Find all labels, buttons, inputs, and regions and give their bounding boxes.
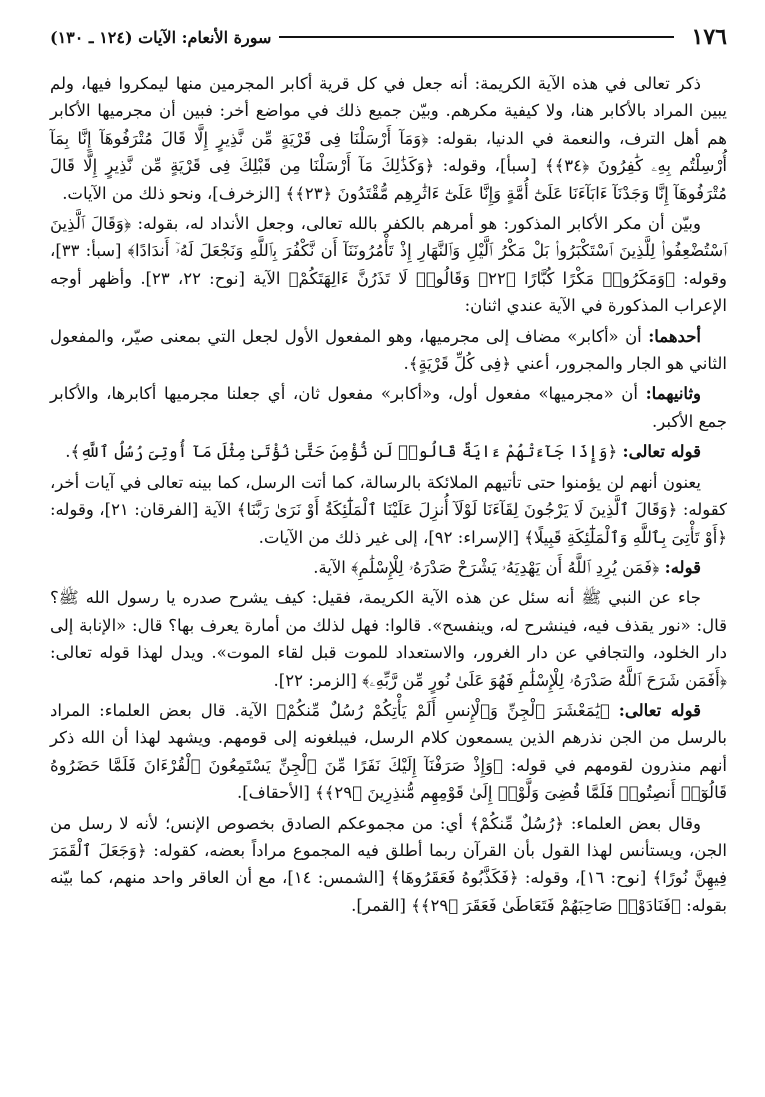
paragraph-text: ﴿فَمَن يُرِدِ ٱللَّهُ أَن يَهْدِيَهُۥ يَشْرَحْ صَدْرَهُۥ لِلْإِسْلَٰمِ﴾ الآية. [313,557,665,577]
paragraph [50,210,727,320]
paragraph [50,323,727,378]
paragraph [50,584,727,694]
running-title: سورة الأنعام: الآيات (١٢٤ ـ ١٣٠) [50,27,272,47]
paragraph-text: ذكر تعالى في هذه الآية الكريمة: أنه جعل في كل قرية أكابر المجرمين منها ليمكروا فيها، ولم يبين المراد بالأكابر هنا، ولا كيفية مكرهم. وبيّن جميع ذلك في مواضع أخر: فبين أن مجرميها الأكابر هم أهل الترف، والنعمة في الدنيا، بقوله: ﴿وَمَآ أَرْسَلْنَا فِى قَرْيَةٍ مِّن نَّذِيرٍ إِلَّا قَالَ مُتْرَفُوهَآ إِنَّا بِمَآ أُرْسِلْتُم بِهِۦ كَٰفِرُونَ ﴿٣٤﴾﴾ [سبأ]، وقوله: ﴿وَكَذَٰلِكَ مَآ أَرْسَلْنَا مِن قَبْلِكَ فِى قَرْيَةٍ مِّن نَّذِيرٍ إِلَّا قَالَ مُتْرَفُوهَآ إِنَّا وَجَدْنَآ ءَابَآءَنَا عَلَىٰٓ أُمَّةٍ وَإِنَّا عَلَىٰٓ ءَاثَٰرِهِم مُّقْتَدُونَ ﴿٢٣﴾﴾ [الزخرف]، ونحو ذلك من الآيات. [50,74,727,203]
paragraph [50,810,727,920]
paragraph [50,380,727,435]
paragraph-lead: وثانيهما: [645,384,701,404]
paragraph-text: جاء عن النبي ﷺ أنه سئل عن هذه الآية الكريمة، فقيل: كيف يشرح صدره يا رسول الله ﷺ؟ قال: «نور يقذف فيه، فينشرح له، وينفسح». قالوا: فهل لذلك من أمارة يعرف بها؟ قال: «الإنابة إلى دار الخلود، والتجافي عن دار الغرور، والاستعداد للموت قبل لقاء الموت». ويدل لهذا قوله تعالى: ﴿أَفَمَن شَرَحَ ٱللَّهُ صَدْرَهُۥ لِلْإِسْلَٰمِ فَهُوَ عَلَىٰ نُورٍ مِّن رَّبِّهِۦ﴾ [الزمر: ٢٢]. [50,588,727,690]
paragraph-text: وبيّن أن مكر الأكابر المذكور: هو أمرهم بالكفر بالله تعالى، وجعل الأنداد له، بقوله: ﴿وَقَالَ ٱلَّذِينَ ٱسْتُضْعِفُوا۟ لِلَّذِينَ ٱسْتَكْبَرُوا۟ بَلْ مَكْرُ ٱلَّيْلِ وَٱلنَّهَارِ إِذْ تَأْمُرُونَنَآ أَن نَّكْفُرَ بِٱللَّهِ وَنَجْعَلَ لَهُۥٓ أَندَادًا﴾ [سبأ: ٣٣]، وقوله: ﴿وَمَكَرُوا۟ مَكْرًا كُبَّارًا ﴿٢٢﴾ وَقَالُوا۟ لَا تَذَرُنَّ ءَالِهَتَكُمْ﴾ الآية [نوح: ٢٢، ٢٣]. وأظهر أوجه الإعراب المذكورة في الآية عندي اثنان: [50,214,727,316]
paragraph [50,438,727,465]
page-body [50,70,727,919]
paragraph-lead: أحدهما: [648,326,701,346]
page-number: ١٧٦ [691,24,727,50]
paragraph [50,469,727,551]
paragraph [50,70,727,207]
paragraph-text: وقال بعض العلماء: ﴿رُسُلٌ مِّنكُمْ﴾ أي: من مجموعكم الصادق بخصوص الإنس؛ لأنه لا رسل من الجن، ويستأنس لهذا القول بأن القرآن ربما أطلق فيه المجموع مراداً بعضه، كقوله: ﴿وَجَعَلَ ٱلْقَمَرَ فِيهِنَّ نُورًا﴾ [نوح: ١٦]، وقوله: ﴿فَكَذَّبُوهُ فَعَقَرُوهَا﴾ [الشمس: ١٤]، مع أن العاقر واحد منهم، كما بيّنه بقوله: ﴿فَنَادَوْا۟ صَاحِبَهُمْ فَتَعَاطَىٰ فَعَقَرَ ﴿٢٩﴾﴾ [القمر]. [50,813,727,915]
paragraph-text: أن «أكابر» مضاف إلى مجرميها، وهو المفعول الأول لجعل التي بمعنى صيّر، والمفعول الثاني هو الجار والمجرور، أعني ﴿فِى كُلِّ قَرْيَةٍ﴾. [50,326,727,374]
paragraph-text: يعنون أنهم لن يؤمنوا حتى تأتيهم الملائكة بالرسالة، كما أتت الرسل، كما بينه تعالى في آيات أخر، كقوله: ﴿وَقَالَ ٱلَّذِينَ لَا يَرْجُونَ لِقَآءَنَا لَوْلَآ أُنزِلَ عَلَيْنَا ٱلْمَلَٰٓئِكَةُ أَوْ نَرَىٰ رَبَّنَا﴾ الآية [الفرقان: ٢١]، وقوله: ﴿أَوْ تَأْتِىَ بِٱللَّهِ وَٱلْمَلَٰٓئِكَةِ قَبِيلًا﴾ [الإسراء: ٩٢]، إلى غير ذلك من الآيات. [50,472,727,547]
paragraph [50,554,727,581]
page-header [50,20,727,54]
header-rule [279,36,673,38]
paragraph-lead: قوله تعالى: [618,700,701,720]
paragraph-text: أن «مجرميها» مفعول أول، و«أكابر» مفعول ثان، أي جعلنا مجرميها أكابرها، والأكابر جمع الأكبر. [50,384,727,431]
paragraph-lead: قوله: [664,557,701,577]
paragraph [50,697,727,807]
paragraph-text: ﴿وَإِذَا جَآءَتْهُمْ ءَايَةٌ قَالُوا۟ لَن نُّؤْمِنَ حَتَّىٰ نُؤْتَىٰ مِثْلَ مَآ أُوتِىَ رُسُلُ ٱللَّهِ﴾. [65,442,623,462]
paragraph-lead: قوله تعالى: [622,442,701,462]
paragraph-text: ﴿يَٰمَعْشَرَ ٱلْجِنِّ وَٱلْإِنسِ أَلَمْ يَأْتِكُمْ رُسُلٌ مِّنكُمْ﴾ الآية. قال بعض العلماء: المراد بالرسل من الجن نذرهم الذين يسمعون كلام الرسل، فيبلغونه إلى قومهم. ويشهد لهذا أن الله ذكر أنهم منذرون لقومهم في قوله: ﴿وَإِذْ صَرَفْنَآ إِلَيْكَ نَفَرًا مِّنَ ٱلْجِنِّ يَسْتَمِعُونَ ٱلْقُرْءَانَ فَلَمَّا حَضَرُوهُ قَالُوٓا۟ أَنصِتُوا۟ فَلَمَّا قُضِىَ وَلَّوْا۟ إِلَىٰ قَوْمِهِم مُّنذِرِينَ ﴿٢٩﴾﴾ [الأحقاف]. [50,700,727,803]
